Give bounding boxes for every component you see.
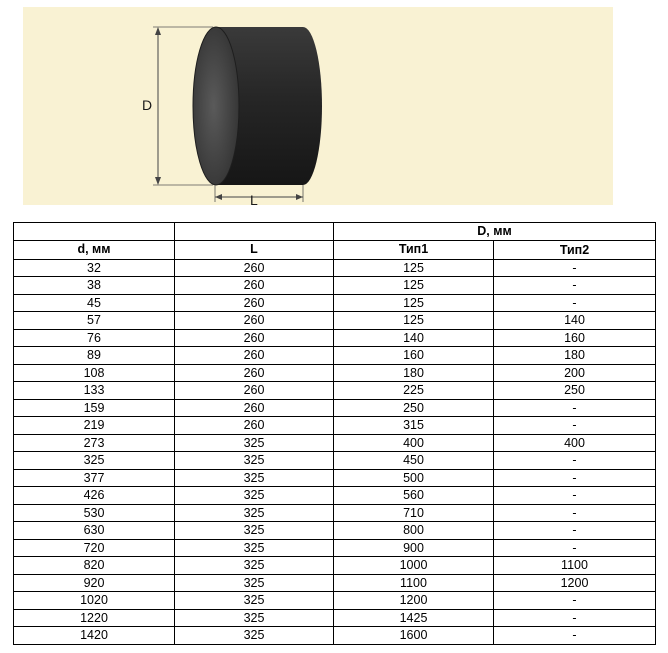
table-cell: 325 <box>175 504 334 522</box>
table-cell: 260 <box>175 399 334 417</box>
column-header: L <box>175 240 334 259</box>
table-cell: - <box>494 417 656 435</box>
table-row <box>14 382 656 400</box>
table-cell: 260 <box>175 277 334 295</box>
table-body <box>14 259 656 644</box>
table-cell: 260 <box>175 417 334 435</box>
table-row <box>14 539 656 557</box>
table-cell: 250 <box>494 382 656 400</box>
product-drawing <box>23 7 613 208</box>
table-row <box>14 434 656 452</box>
dimension-label-d: D <box>142 97 153 113</box>
table-cell: 800 <box>334 522 494 540</box>
table-cell: 710 <box>334 504 494 522</box>
table-cell: 273 <box>14 434 175 452</box>
table-cell: 250 <box>334 399 494 417</box>
table-cell: 630 <box>14 522 175 540</box>
table-cell: 920 <box>14 574 175 592</box>
table-cell: - <box>494 294 656 312</box>
table-cell: 140 <box>494 312 656 330</box>
table-cell: 225 <box>334 382 494 400</box>
table-cell: - <box>494 627 656 645</box>
table-cell: 400 <box>494 434 656 452</box>
table-cell: 45 <box>14 294 175 312</box>
table-cell: 219 <box>14 417 175 435</box>
table-row <box>14 259 656 277</box>
dimension-label-l: L <box>250 192 258 208</box>
table-row <box>14 487 656 505</box>
header-empty-2 <box>175 223 334 241</box>
table-cell: 160 <box>334 347 494 365</box>
table-cell: 38 <box>14 277 175 295</box>
table-cell: 325 <box>175 469 334 487</box>
table-row <box>14 504 656 522</box>
table-cell: 1200 <box>494 574 656 592</box>
table-cell: 1100 <box>494 557 656 575</box>
table-cell: - <box>494 452 656 470</box>
table-cell: - <box>494 277 656 295</box>
table-cell: 180 <box>334 364 494 382</box>
table-row <box>14 312 656 330</box>
table-cell: 260 <box>175 312 334 330</box>
table-cell: 325 <box>175 592 334 610</box>
table-cell: 108 <box>14 364 175 382</box>
table-cell: 820 <box>14 557 175 575</box>
column-header: d, мм <box>14 240 175 259</box>
table-cell: - <box>494 259 656 277</box>
column-header: Тип1 <box>334 240 494 259</box>
table-cell: 1000 <box>334 557 494 575</box>
table-cell: 325 <box>175 574 334 592</box>
table-cell: 325 <box>175 452 334 470</box>
cylinder-illustration <box>23 7 613 205</box>
table-row <box>14 574 656 592</box>
table-cell: 89 <box>14 347 175 365</box>
table-cell: 1200 <box>334 592 494 610</box>
table-cell: 325 <box>175 539 334 557</box>
table-cell: 1020 <box>14 592 175 610</box>
table-cell: 325 <box>175 557 334 575</box>
table-cell: 160 <box>494 329 656 347</box>
table-cell: - <box>494 399 656 417</box>
table-row <box>14 364 656 382</box>
table-cell: 76 <box>14 329 175 347</box>
table-cell: 1100 <box>334 574 494 592</box>
table-cell: - <box>494 469 656 487</box>
table-cell: - <box>494 504 656 522</box>
table-row <box>14 469 656 487</box>
table-cell: 260 <box>175 347 334 365</box>
table-cell: 1220 <box>14 609 175 627</box>
table-cell: 325 <box>175 609 334 627</box>
table-cell: 1600 <box>334 627 494 645</box>
table-cell: 450 <box>334 452 494 470</box>
table-cell: 140 <box>334 329 494 347</box>
table-cell: 500 <box>334 469 494 487</box>
table-cell: 260 <box>175 382 334 400</box>
table-cell: - <box>494 487 656 505</box>
table-cell: 560 <box>334 487 494 505</box>
table-cell: 57 <box>14 312 175 330</box>
table-cell: 133 <box>14 382 175 400</box>
table-cell: 325 <box>14 452 175 470</box>
table-cell: 325 <box>175 487 334 505</box>
table-cell: - <box>494 522 656 540</box>
table-cell: 377 <box>14 469 175 487</box>
table-cell: 260 <box>175 364 334 382</box>
table-cell: 325 <box>175 627 334 645</box>
table-cell: - <box>494 539 656 557</box>
table-row <box>14 417 656 435</box>
table-cell: - <box>494 609 656 627</box>
table-cell: 125 <box>334 259 494 277</box>
table-cell: 426 <box>14 487 175 505</box>
table-cell: 530 <box>14 504 175 522</box>
table-cell: 1420 <box>14 627 175 645</box>
table-cell: 260 <box>175 329 334 347</box>
header-empty-1 <box>14 223 175 241</box>
table-row <box>14 592 656 610</box>
table-cell: 125 <box>334 312 494 330</box>
table-row <box>14 522 656 540</box>
dimensions-table <box>13 222 656 645</box>
table-cell: 200 <box>494 364 656 382</box>
table-cell: 400 <box>334 434 494 452</box>
table-row <box>14 609 656 627</box>
table-cell: 125 <box>334 277 494 295</box>
table-row <box>14 277 656 295</box>
table-row <box>14 557 656 575</box>
table-cell: - <box>494 592 656 610</box>
table-cell: 325 <box>175 434 334 452</box>
table-cell: 1425 <box>334 609 494 627</box>
table-cell: 159 <box>14 399 175 417</box>
table-cell: 720 <box>14 539 175 557</box>
table-cell: 32 <box>14 259 175 277</box>
column-header: Тип2 <box>494 240 656 259</box>
table-row <box>14 347 656 365</box>
table-cell: 180 <box>494 347 656 365</box>
table-cell: 260 <box>175 294 334 312</box>
table-row <box>14 399 656 417</box>
header-group-d: D, мм <box>334 223 656 241</box>
table-cell: 325 <box>175 522 334 540</box>
cylinder-end-face <box>193 27 239 185</box>
table-row <box>14 627 656 645</box>
table-cell: 260 <box>175 259 334 277</box>
table-row <box>14 452 656 470</box>
table-row <box>14 294 656 312</box>
table-cell: 315 <box>334 417 494 435</box>
table-cell: 125 <box>334 294 494 312</box>
table-cell: 900 <box>334 539 494 557</box>
table-row <box>14 329 656 347</box>
